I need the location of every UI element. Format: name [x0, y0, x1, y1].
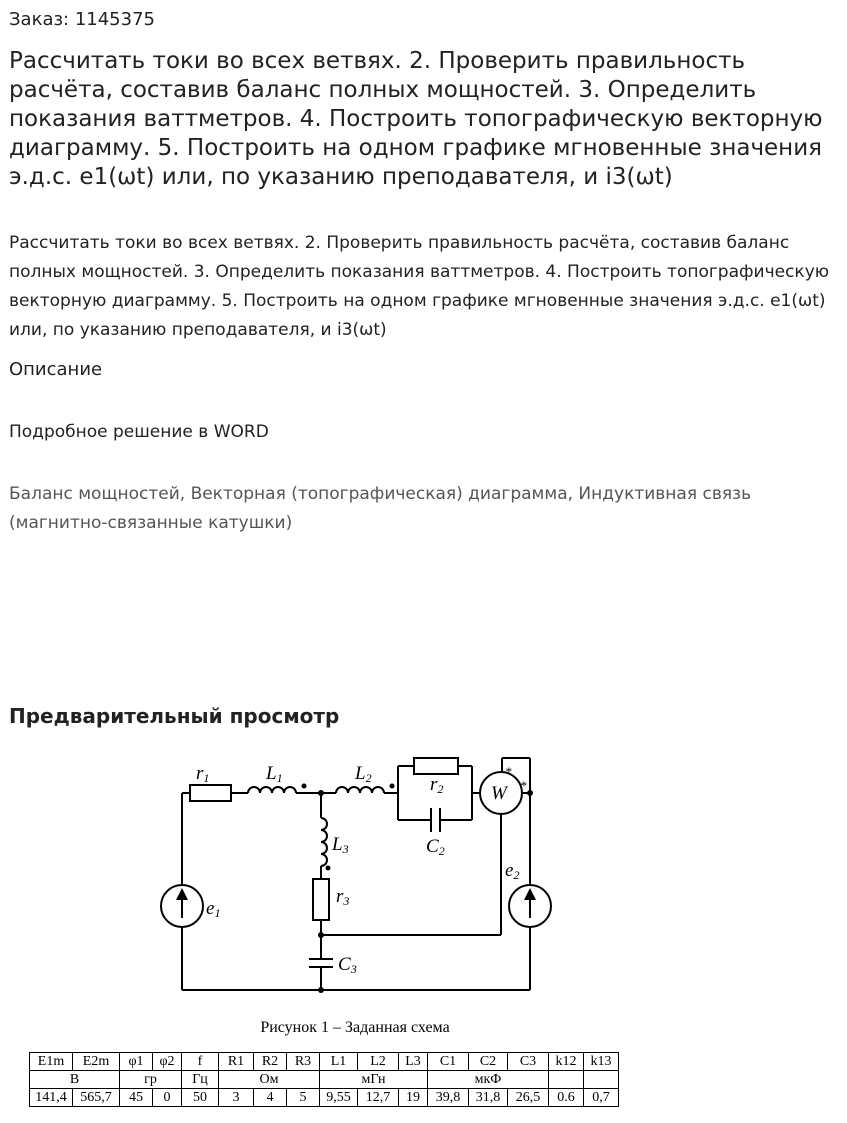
- label-c2: C2: [426, 836, 445, 858]
- table-header-cell: E1m: [30, 1053, 73, 1071]
- label-r1: r1: [196, 763, 210, 785]
- label-e2: e2: [505, 860, 520, 882]
- table-value-cell: 0.6: [549, 1089, 584, 1107]
- label-l3: L3: [332, 834, 349, 856]
- inductor-l1-symbol: [248, 787, 296, 793]
- table-value-cell: 0,7: [584, 1089, 619, 1107]
- resistor-r3-symbol: [313, 879, 329, 920]
- table-value-cell: 31,8: [469, 1089, 508, 1107]
- table-value-cell: 3: [219, 1089, 254, 1107]
- table-unit-cell: гр: [120, 1071, 182, 1089]
- table-values-row: [30, 1089, 619, 1107]
- table-header-cell: C3: [508, 1053, 549, 1071]
- table-value-cell: 9,55: [320, 1089, 358, 1107]
- table-unit-cell: Ом: [219, 1071, 320, 1089]
- table-header-row: [30, 1053, 619, 1071]
- table-header-cell: C1: [428, 1053, 469, 1071]
- label-r2: r2: [430, 774, 444, 796]
- table-unit-cell: [584, 1071, 619, 1089]
- table-unit-cell: мГн: [320, 1071, 428, 1089]
- table-value-cell: 4: [254, 1089, 287, 1107]
- label-wattmeter: W: [491, 783, 507, 804]
- description-text: Подробное решение в WORD: [9, 422, 269, 442]
- table-header-cell: k13: [584, 1053, 619, 1071]
- description-heading: Описание: [9, 359, 103, 380]
- table-header-cell: R3: [287, 1053, 320, 1071]
- table-header-cell: R2: [254, 1053, 287, 1071]
- table-header-cell: C2: [469, 1053, 508, 1071]
- parameters-table: [29, 1052, 619, 1107]
- preview-heading: Предварительный просмотр: [9, 704, 340, 728]
- table-header-cell: k12: [549, 1053, 584, 1071]
- table-unit-cell: [549, 1071, 584, 1089]
- table-value-cell: 0: [153, 1089, 182, 1107]
- table-value-cell: 26,5: [508, 1089, 549, 1107]
- resistor-r2-symbol: [414, 758, 458, 774]
- table-value-cell: 19: [399, 1089, 428, 1107]
- tag-separator: ,: [567, 484, 579, 504]
- figure-caption: Рисунок 1 – Заданная схема: [260, 1019, 450, 1036]
- label-e1: e1: [206, 898, 221, 920]
- label-l1: L1: [266, 763, 283, 785]
- table-header-cell: φ2: [153, 1053, 182, 1071]
- table-unit-cell: Гц: [182, 1071, 219, 1089]
- table-value-cell: 12,7: [358, 1089, 399, 1107]
- tag-list: [9, 480, 829, 538]
- inductor-l3-symbol: [321, 818, 327, 866]
- table-value-cell: 5: [287, 1089, 320, 1107]
- tag-link-vector-diagram[interactable]: Векторная (топографическая) диаграмма: [190, 484, 568, 504]
- table-unit-cell: мкФ: [428, 1071, 549, 1089]
- table-header-cell: L1: [320, 1053, 358, 1071]
- label-l2: L2: [355, 763, 372, 785]
- label-r3: r3: [336, 886, 350, 908]
- table-units-row: [30, 1071, 619, 1089]
- tag-separator: ,: [179, 484, 191, 504]
- table-header-cell: L3: [399, 1053, 428, 1071]
- table-value-cell: 565,7: [73, 1089, 120, 1107]
- task-lead-text: Рассчитать токи во всех ветвях. 2. Проверить правильность расчёта, составив баланс полных мощностей. 3. Определить показания ваттметров. 4. Построить топографическую векторную диаграмму. 5. Построить на одном графике мгновенные значения э.д.с. e1(ωt) или, по указанию преподавателя, и i3(ωt): [9, 233, 830, 340]
- label-c3: C3: [338, 954, 357, 976]
- table-value-cell: 45: [120, 1089, 153, 1107]
- table-header-cell: f: [182, 1053, 219, 1071]
- inductor-l2-symbol: [336, 787, 384, 793]
- table-value-cell: 141,4: [30, 1089, 73, 1107]
- table-value-cell: 39,8: [428, 1089, 469, 1107]
- tag-link-inductive-coupling[interactable]: Индуктивная связь (магнитно-связанные катушки): [9, 484, 752, 533]
- table-unit-cell: В: [30, 1071, 120, 1089]
- order-number: Заказ: 1145375: [9, 9, 155, 30]
- table-header-cell: φ1: [120, 1053, 153, 1071]
- table-header-cell: L2: [358, 1053, 399, 1071]
- resistor-r1-symbol: [190, 785, 231, 801]
- wattmeter-star-voltage: *: [520, 778, 527, 793]
- table-header-cell: E2m: [73, 1053, 120, 1071]
- circuit-diagram: [150, 748, 570, 1003]
- wattmeter-star-current: *: [505, 764, 512, 779]
- page-title: Рассчитать токи во всех ветвях. 2. Проверить правильность расчёта, составив баланс полных мощностей. 3. Определить показания ваттметров. 4. Построить топографическую векторную диаграмму. 5. Построить на одном графике мгновенные значения э.д.с. e1(ωt) или, по указанию преподавателя, и i3(ωt): [9, 48, 823, 190]
- table-value-cell: 50: [182, 1089, 219, 1107]
- tag-link-power-balance[interactable]: Баланс мощностей: [9, 484, 180, 504]
- table-header-cell: R1: [219, 1053, 254, 1071]
